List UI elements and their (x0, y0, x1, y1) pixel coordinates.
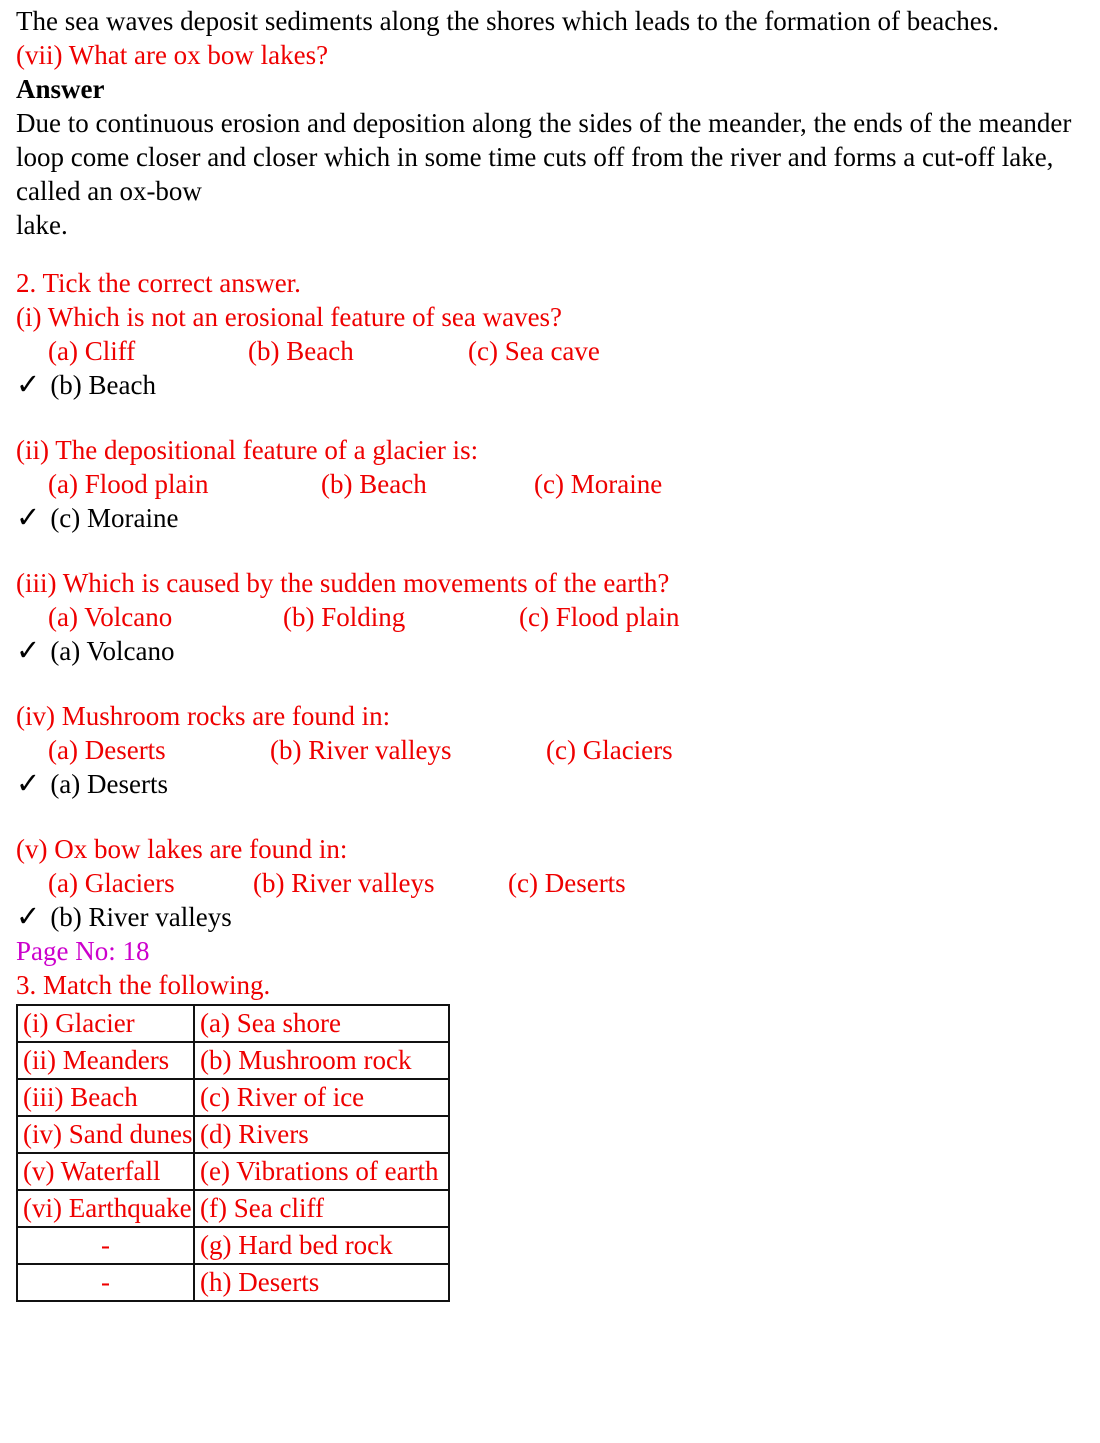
match-left-cell: (iii) Beach (17, 1079, 194, 1116)
table-row (17, 1264, 449, 1301)
page-number: Page No: 18 (16, 936, 150, 966)
match-table (16, 1004, 450, 1302)
ticked-answer (16, 368, 1100, 402)
quiz-heading: 2. Tick the correct answer. (16, 268, 301, 298)
match-right-cell: (d) Rivers (194, 1116, 449, 1153)
question-options (16, 334, 1100, 368)
intro-text: The sea waves deposit sediments along the shores which leads to the formation of beaches. (16, 6, 999, 36)
quiz-question-4 (16, 699, 1100, 801)
option-a: (a) Glaciers (48, 868, 175, 898)
answer-text-line1: Due to continuous erosion and deposition along the sides of the meander, the ends of the meander loop come closer and closer which in some time cuts off from the river and forms a cut-off lake, called an ox-bow (16, 108, 1072, 206)
table-row (17, 1227, 449, 1264)
table-row (17, 1079, 449, 1116)
option-c: (c) Moraine (534, 469, 663, 499)
quiz-question-3 (16, 566, 1100, 668)
question-prompt: (iv) Mushroom rocks are found in: (16, 701, 391, 731)
table-row (17, 1042, 449, 1079)
match-left-cell: (v) Waterfall (17, 1153, 194, 1190)
ticked-answer (16, 634, 1100, 668)
match-left-cell: - (17, 1264, 194, 1301)
option-b: (b) River valleys (270, 735, 452, 765)
answer-heading: Answer (16, 74, 105, 104)
option-c: (c) Deserts (508, 868, 626, 898)
answer-paragraph (16, 106, 1100, 242)
check-icon: ✓ (16, 635, 41, 667)
option-b: (b) Folding (283, 602, 406, 632)
match-left-cell: - (17, 1227, 194, 1264)
ticked-answer (16, 767, 1100, 801)
ticked-answer-text: (a) Volcano (50, 636, 175, 666)
question-options (16, 866, 1100, 900)
question-prompt: (i) Which is not an erosional feature of sea waves? (16, 302, 563, 332)
question-options (16, 733, 1100, 767)
match-left-cell: (iv) Sand dunes (17, 1116, 194, 1153)
option-a: (a) Cliff (48, 336, 136, 366)
option-b: (b) River valleys (253, 868, 435, 898)
match-right-cell: (a) Sea shore (194, 1005, 449, 1042)
ticked-answer-text: (a) Deserts (50, 769, 169, 799)
option-a: (a) Volcano (48, 602, 173, 632)
answer-text-line2: lake. (16, 210, 68, 240)
ticked-answer-text: (b) River valleys (50, 902, 232, 932)
match-left-cell: (ii) Meanders (17, 1042, 194, 1079)
option-b: (b) Beach (321, 469, 427, 499)
check-icon: ✓ (16, 768, 41, 800)
check-icon: ✓ (16, 369, 41, 401)
match-right-cell: (g) Hard bed rock (194, 1227, 449, 1264)
match-right-cell: (b) Mushroom rock (194, 1042, 449, 1079)
ticked-answer (16, 501, 1100, 535)
option-c: (c) Sea cave (468, 336, 600, 366)
table-row (17, 1005, 449, 1042)
option-a: (a) Deserts (48, 735, 166, 765)
option-b: (b) Beach (248, 336, 354, 366)
check-icon: ✓ (16, 502, 41, 534)
question-vii: (vii) What are ox bow lakes? (16, 40, 329, 70)
check-icon: ✓ (16, 901, 41, 933)
quiz-section (16, 266, 1100, 934)
quiz-question-2 (16, 433, 1100, 535)
ticked-answer-text: (c) Moraine (50, 503, 179, 533)
table-row (17, 1190, 449, 1227)
match-right-cell: (h) Deserts (194, 1264, 449, 1301)
ticked-answer (16, 900, 1100, 934)
table-row (17, 1116, 449, 1153)
question-prompt: (iii) Which is caused by the sudden movements of the earth? (16, 568, 670, 598)
question-options (16, 467, 1100, 501)
match-right-cell: (f) Sea cliff (194, 1190, 449, 1227)
match-left-cell: (vi) Earthquake (17, 1190, 194, 1227)
question-options (16, 600, 1100, 634)
ticked-answer-text: (b) Beach (50, 370, 157, 400)
quiz-question-1 (16, 300, 1100, 402)
match-right-cell: (c) River of ice (194, 1079, 449, 1116)
quiz-question-5 (16, 832, 1100, 934)
match-left-cell: (i) Glacier (17, 1005, 194, 1042)
question-prompt: (v) Ox bow lakes are found in: (16, 834, 348, 864)
option-c: (c) Glaciers (546, 735, 673, 765)
option-c: (c) Flood plain (519, 602, 680, 632)
match-heading: 3. Match the following. (16, 970, 271, 1000)
option-a: (a) Flood plain (48, 469, 209, 499)
question-prompt: (ii) The depositional feature of a glacier is: (16, 435, 479, 465)
match-right-cell: (e) Vibrations of earth (194, 1153, 449, 1190)
table-row (17, 1153, 449, 1190)
